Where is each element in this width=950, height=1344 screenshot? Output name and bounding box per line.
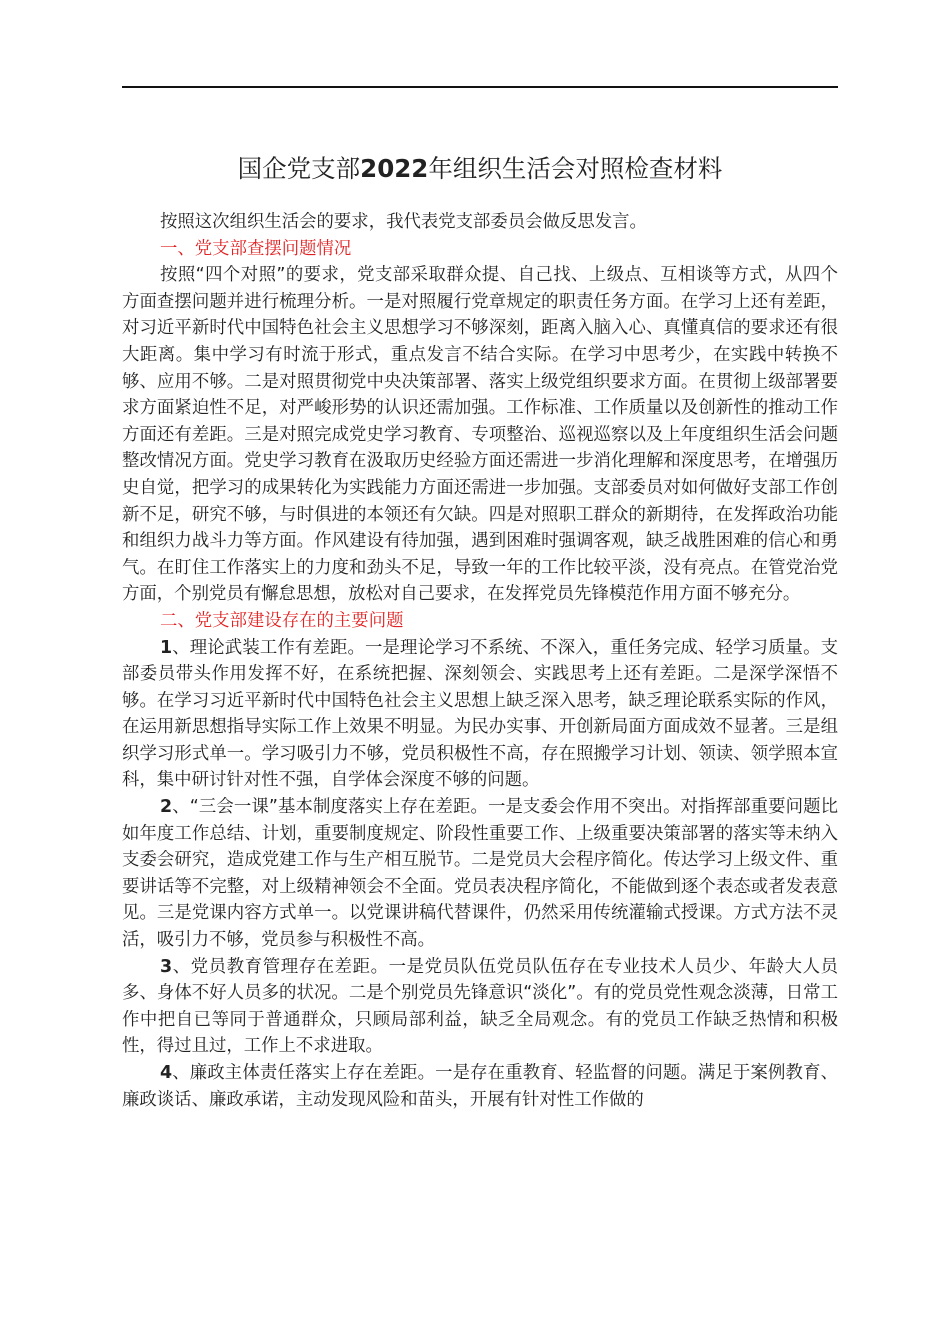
item-2-text: 、“三会一课”基本制度落实上存在差距。一是支委会作用不突出。对指挥部重要问题比如年度工作总结、计划，重要制度规定、阶段性重要工作、上级重要决策部署的落实等未纳入支委会研究，造成党建工作与生产相互脱节。二是党员大会程序简化。传达学习上级文件、重要讲话等不完整，对上级精神领会不全面。党员表决程序简化，不能做到逐个表态或者发表意见。三是党课内容方式单一。以党课讲稿代替课件，仍然采用传统灌输式授课。方式方法不灵活，吸引力不够，党员参与积极性不高。 (122, 797, 838, 951)
title-prefix: 国企党支部 (237, 154, 361, 183)
item-1-number: 1 (160, 637, 173, 658)
section-2-heading: 二、党支部建设存在的主要问题 (160, 610, 404, 631)
item-2-number: 2 (160, 797, 173, 818)
section-1-heading: 一、党支部查摆问题情况 (160, 238, 352, 259)
section-1-paragraph: 按照“四个对照”的要求，党支部采取群众提、自己找、上级点、互相谈等方式，从四个方面查摆问题并进行梳理分析。一是对照履行党章规定的职责任务方面。在学习上还有差距，对习近平新时代中国特色社会主义思想学习不够深刻，距离入脑入心、真懂真信的要求还有很大距离。集中学习有时流于形式，重点发言不结合实际。在学习中思考少，在实践中转换不够、应用不够。二是对照贯彻党中央决策部署、落实上级党组织要求方面。在贯彻上级部署要求方面紧迫性不足，对严峻形势的认识还需加强。工作标准、工作质量以及创新性的推动工作方面还有差距。三是对照完成党史学习教育、专项整治、巡视巡察以及上年度组织生活会问题整改情况方面。党史学习教育在汲取历史经验方面还需进一步消化理解和深度思考，在增强历史自觉，把学习的成果转化为实践能力方面还需进一步加强。支部委员对如何做好支部工作创新不足，研究不够，与时俱进的本领还有欠缺。四是对照职工群众的新期待，在发挥政治功能和组织力战斗力等方面。作风建设有待加强，遇到困难时强调客观，缺乏战胜困难的信心和勇气。在盯住工作落实上的力度和劲头不足，导致一年的工作比较平淡，没有亮点。在管党治党方面，个别党员有懈怠思想，放松对自己要求，在发挥党员先锋模范作用方面不够充分。 (122, 265, 838, 605)
document-title (120, 149, 840, 189)
item-4-paragraph (122, 1060, 838, 1113)
intro-paragraph: 按照这次组织生活会的要求，我代表党支部委员会做反思发言。 (160, 212, 647, 232)
item-3-number: 3 (160, 956, 173, 977)
document-body (122, 209, 838, 1113)
item-3-paragraph (122, 954, 838, 1060)
header-rule (122, 86, 838, 88)
item-2-paragraph (122, 794, 838, 954)
item-4-number: 4 (160, 1063, 173, 1083)
title-year: 2022 (360, 154, 429, 183)
item-1-text: 、理论武装工作有差距。一是理论学习不系统、不深入，重任务完成、轻学习质量。支部委员带头作用发挥不好，在系统把握、深刻领会、实践思考上还有差距。二是深学深悟不够。在学习习近平新时代中国特色社会主义思想上缺乏深入思考，缺乏理论联系实际的作风，在运用新思想指导实际工作上效果不明显。为民办实事、开创新局面方面成效不显著。三是组织学习形式单一。学习吸引力不够，党员积极性不高，存在照搬学习计划、领读、领学照本宣科，集中研讨针对性不强，自学体会深度不够的问题。 (122, 637, 838, 791)
item-4-text: 、廉政主体责任落实上存在差距。一是存在重教育、轻监督的问题。满足于案例教育、廉政谈话、廉政承诺，主动发现风险和苗头，开展有针对性工作做的 (122, 1063, 838, 1110)
title-suffix: 年组织生活会对照检查材料 (428, 154, 723, 183)
item-1-paragraph (122, 635, 838, 795)
item-3-text: 、党员教育管理存在差距。一是党员队伍党员队伍存在专业技术人员少、年龄大人员多、身体不好人员多的状况。二是个别党员先锋意识“淡化”。有的党员党性观念淡薄，日常工作中把自已等同于普通群众，只顾局部利益，缺乏全局观念。有的党员工作缺乏热情和积极性，得过且过，工作上不求进取。 (122, 956, 838, 1057)
